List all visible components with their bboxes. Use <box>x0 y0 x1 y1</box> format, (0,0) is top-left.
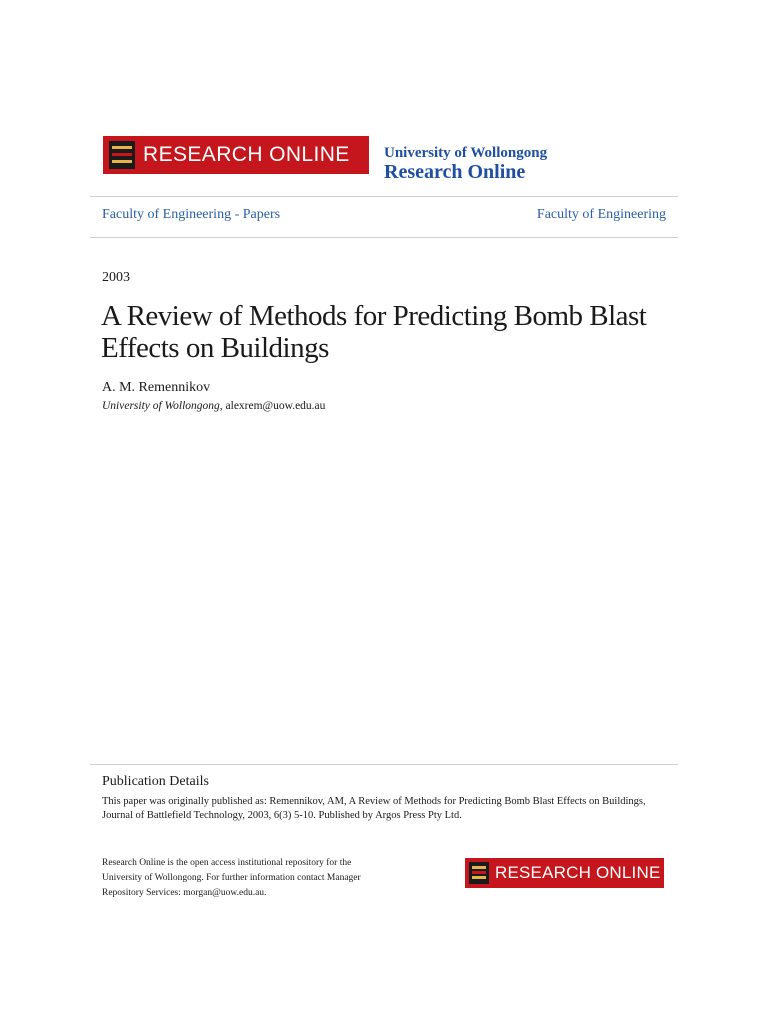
publication-details-heading: Publication Details <box>102 774 209 789</box>
author-email[interactable]: , alexrem@uow.edu.au <box>219 400 326 412</box>
nav-divider <box>90 237 678 238</box>
top-divider <box>90 196 678 197</box>
publication-details-text: This paper was originally published as: Remennikov, AM, A Review of Methods for Predicting Bomb Blast Effects on Buildings, Journal of Battlefield Technology, 2003, 6(3) 5-10. Published by Argos Press Pty Ltd. <box>102 796 646 821</box>
institution-name[interactable]: University of Wollongong <box>384 145 548 161</box>
publication-year: 2003 <box>102 270 130 285</box>
publication-divider <box>90 764 678 765</box>
repository-name[interactable]: Research Online <box>384 161 526 183</box>
footer-logo-text: RESEARCH ONLINE <box>495 863 661 882</box>
affiliation-institution: University of Wollongong <box>102 400 220 412</box>
faculty-link[interactable]: Faculty of Engineering <box>536 207 666 222</box>
paper-title: A Review of Methods for Predicting Bomb Blast Effects on Buildings <box>101 300 647 364</box>
footer-research-online-logo[interactable] <box>465 858 664 888</box>
logo-text: RESEARCH ONLINE <box>143 143 350 166</box>
university-crest-icon <box>109 141 135 169</box>
author-name: A. M. Remennikov <box>102 380 211 395</box>
repository-note: Research Online is the open access institutional repository for the University of Wollongong. For further information contact Manager Repository Services: morgan@uow.edu.au. <box>102 858 361 898</box>
footer-crest-icon <box>469 862 489 884</box>
research-online-logo[interactable] <box>103 136 369 174</box>
faculty-papers-link[interactable]: Faculty of Engineering - Papers <box>102 207 281 222</box>
author-affiliation <box>102 400 325 412</box>
